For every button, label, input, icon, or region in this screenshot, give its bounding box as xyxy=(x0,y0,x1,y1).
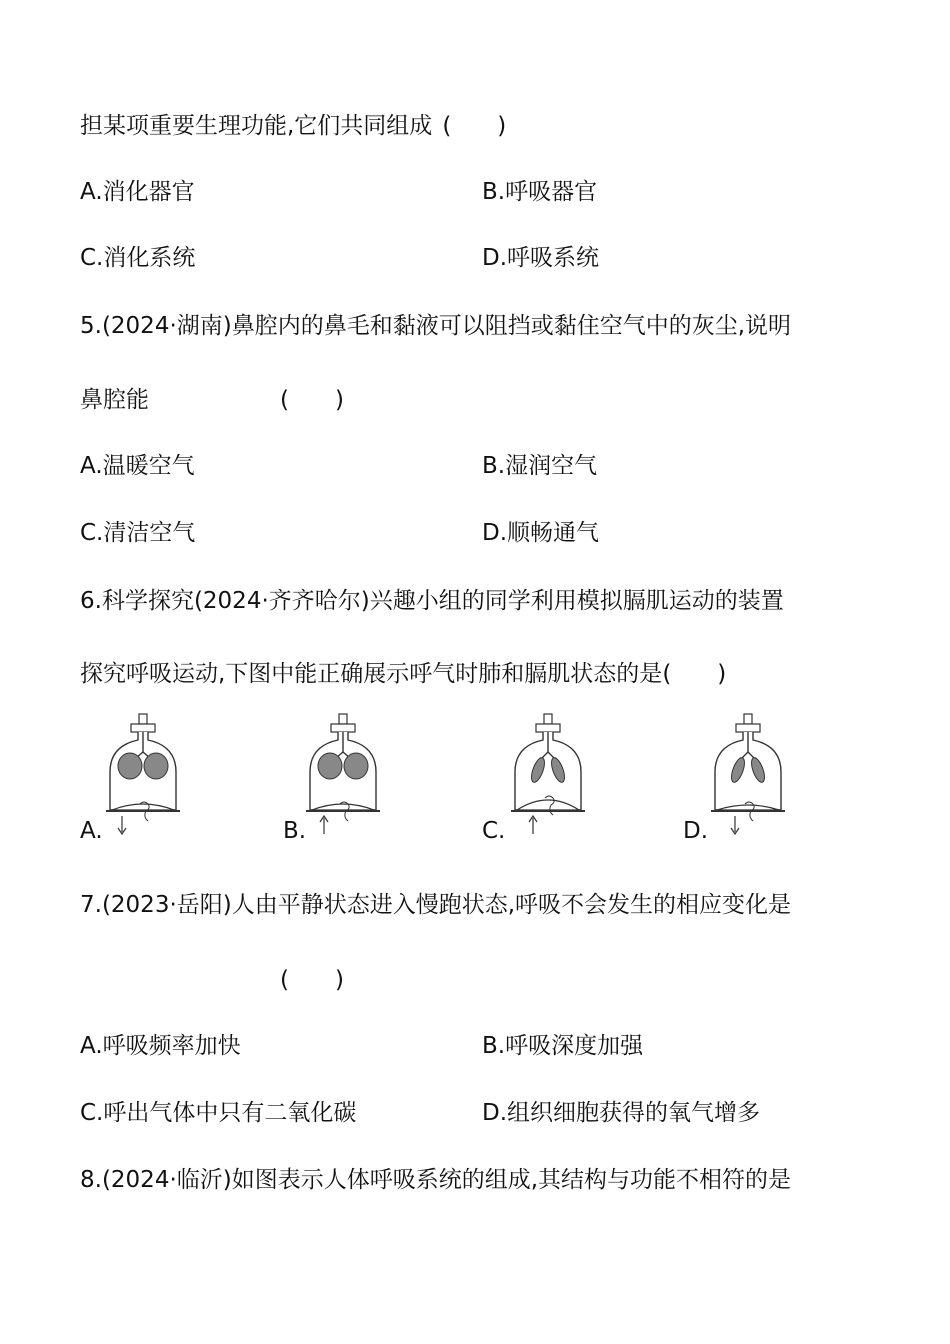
q6-figure-b-label[interactable]: B. xyxy=(283,818,307,844)
q6-figure-c-bell-jar[interactable] xyxy=(505,712,615,842)
q5-option-a[interactable]: A.温暖空气 xyxy=(80,453,195,479)
q6-figure-c-label[interactable]: C. xyxy=(482,818,506,844)
q5-stem-line1: 5.(2024·湖南)鼻腔内的鼻毛和黏液可以阻挡或黏住空气中的灰尘,说明 xyxy=(80,313,792,339)
q6-figure-a-bell-jar[interactable] xyxy=(100,712,210,842)
q6-stem-line1: 6.科学探究(2024·齐齐哈尔)兴趣小组的同学利用模拟膈肌运动的装置 xyxy=(80,588,784,614)
q4-option-b[interactable]: B.呼吸器官 xyxy=(482,179,598,205)
q6-figure-d-label[interactable]: D. xyxy=(683,818,709,844)
q7-option-b[interactable]: B.呼吸深度加强 xyxy=(482,1033,644,1059)
q5-stem-line2: 鼻腔能 xyxy=(80,387,149,413)
q5-option-b[interactable]: B.湿润空气 xyxy=(482,453,598,479)
q4-option-c[interactable]: C.消化系统 xyxy=(80,245,196,271)
q7-option-c[interactable]: C.呼出气体中只有二氧化碳 xyxy=(80,1100,357,1126)
q6-figure-a-label[interactable]: A. xyxy=(80,818,103,844)
q6-figure-b-bell-jar[interactable] xyxy=(300,712,410,842)
q6-figure-d-bell-jar[interactable] xyxy=(705,712,815,842)
q6-stem-line2 xyxy=(80,658,726,690)
q7-option-d[interactable]: D.组织细胞获得的氧气增多 xyxy=(482,1100,761,1126)
q6-answer-paren: ( ) xyxy=(662,661,727,687)
q4-stem-text: 担某项重要生理功能,它们共同组成 xyxy=(80,113,433,139)
q7-stem-line1: 7.(2023·岳阳)人由平静状态进入慢跑状态,呼吸不会发生的相应变化是 xyxy=(80,892,792,918)
q4-option-d[interactable]: D.呼吸系统 xyxy=(482,245,600,271)
q4-answer-paren: ( ) xyxy=(442,113,507,139)
q5-option-d[interactable]: D.顺畅通气 xyxy=(482,520,600,546)
q4-stem xyxy=(80,110,506,142)
q5-option-c[interactable]: C.清洁空气 xyxy=(80,520,196,546)
q5-answer-paren: ( ) xyxy=(280,387,344,413)
q4-option-a[interactable]: A.消化器官 xyxy=(80,179,195,205)
q7-option-a[interactable]: A.呼吸频率加快 xyxy=(80,1033,241,1059)
q8-stem-line1: 8.(2024·临沂)如图表示人体呼吸系统的组成,其结构与功能不相符的是 xyxy=(80,1167,792,1193)
q7-answer-paren: ( ) xyxy=(280,967,344,993)
q6-stem-text: 探究呼吸运动,下图中能正确展示呼气时肺和膈肌状态的是 xyxy=(80,661,663,687)
